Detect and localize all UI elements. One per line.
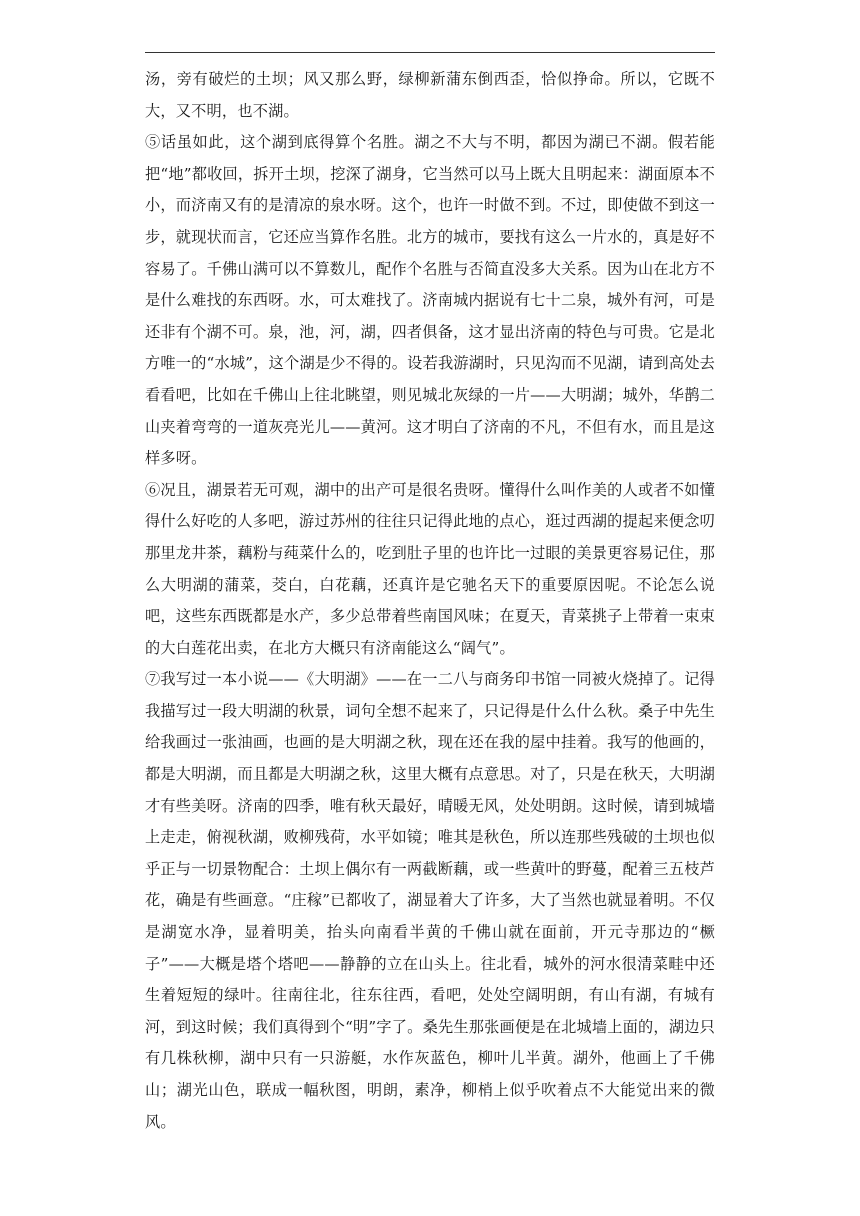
paragraph-continued: 汤，旁有破烂的土坝；风又那么野，绿柳新蒲东倒西歪，恰似挣命。所以，它既不大，又不明，也不湖。 bbox=[145, 70, 715, 120]
header-rule bbox=[145, 52, 715, 53]
paragraph-5: ⑤话虽如此，这个湖到底得算个名胜。湖之不大与不明，都因为湖已不湖。假若能把“地”都收回，拆开土坝，挖深了湖身，它当然可以马上既大且明起来：湖面原本不小，而济南又有的是清凉的泉水呀。这个，也许一时做不到。不过，即使做不到这一步，就现状而言，它还应当算作名胜。北方的城市，要找有这么一片水的，真是好不容易了。千佛山满可以不算数儿，配作个名胜与否简直没多大关系。因为山在北方不是什么难找的东西呀。水，可太难找了。济南城内据说有七十二泉，城外有河，可是还非有个湖不可。泉，池，河，湖，四者俱备，这才显出济南的特色与可贵。它是北方唯一的“水城”，这个湖是少不得的。设若我游湖时，只见沟而不见湖，请到高处去看看吧，比如在千佛山上往北眺望，则见城北灰绿的一片——大明湖；城外，华鹊二山夹着弯弯的一道灰亮光儿——黄河。这才明白了济南的不凡，不但有水，而且是这样多呀。 bbox=[145, 133, 715, 468]
paragraph-7: ⑦我写过一本小说——《大明湖》——在一二八与商务印书馆一同被火烧掉了。记得我描写过一段大明湖的秋景，词句全想不起来了，只记得是什么什么秋。桑子中先生给我画过一张油画，也画的是大明湖之秋，现在还在我的屋中挂着。我写的他画的，都是大明湖，而且都是大明湖之秋，这里大概有点意思。对了，只是在秋天，大明湖才有些美呀。济南的四季，唯有秋天最好，晴暖无风，处处明朗。这时候，请到城墙上走走，俯视秋湖，败柳残荷，水平如镜；唯其是秋色，所以连那些残破的土坝也似乎正与一切景物配合：土坝上偶尔有一两截断藕，或一些黄叶的野蔓，配着三五枝芦花，确是有些画意。“庄稼”已都收了，湖显着大了许多，大了当然也就显着明。不仅是湖宽水净，显着明美，抬头向南看半黄的千佛山就在面前，开元寺那边的“橛子”——大概是塔个塔吧——静静的立在山头上。往北看，城外的河水很清菜畦中还生着短短的绿叶。往南往北，往东往西，看吧，处处空阔明朗，有山有湖，有城有河，到这时候；我们真得到个“明”字了。桑先生那张画便是在北城墙上面的，湖边只有几株秋柳，湖中只有一只游艇，水作灰蓝色，柳叶儿半黄。湖外，他画上了千佛山；湖光山色，联成一幅秋图，明朗，素净，柳梢上似乎吹着点不大能觉出来的微风。 bbox=[145, 670, 715, 1131]
article-body bbox=[145, 64, 715, 1138]
paragraph-6: ⑥况且，湖景若无可观，湖中的出产可是很名贵呀。懂得什么叫作美的人或者不如懂得什么好吃的人多吧，游过苏州的往往只记得此地的点心，逛过西湖的提起来便念叨那里龙井茶，藕粉与莼菜什么的，吃到肚子里的也许比一过眼的美景更容易记住，那么大明湖的蒲菜，茭白，白花藕，还真许是它驰名天下的重要原因呢。不论怎么说吧，这些东西既都是水产，多少总带着些南国风味；在夏天，青菜挑子上带着一束束的大白莲花出卖，在北方大概只有济南能这么“阔气”。 bbox=[145, 480, 715, 657]
